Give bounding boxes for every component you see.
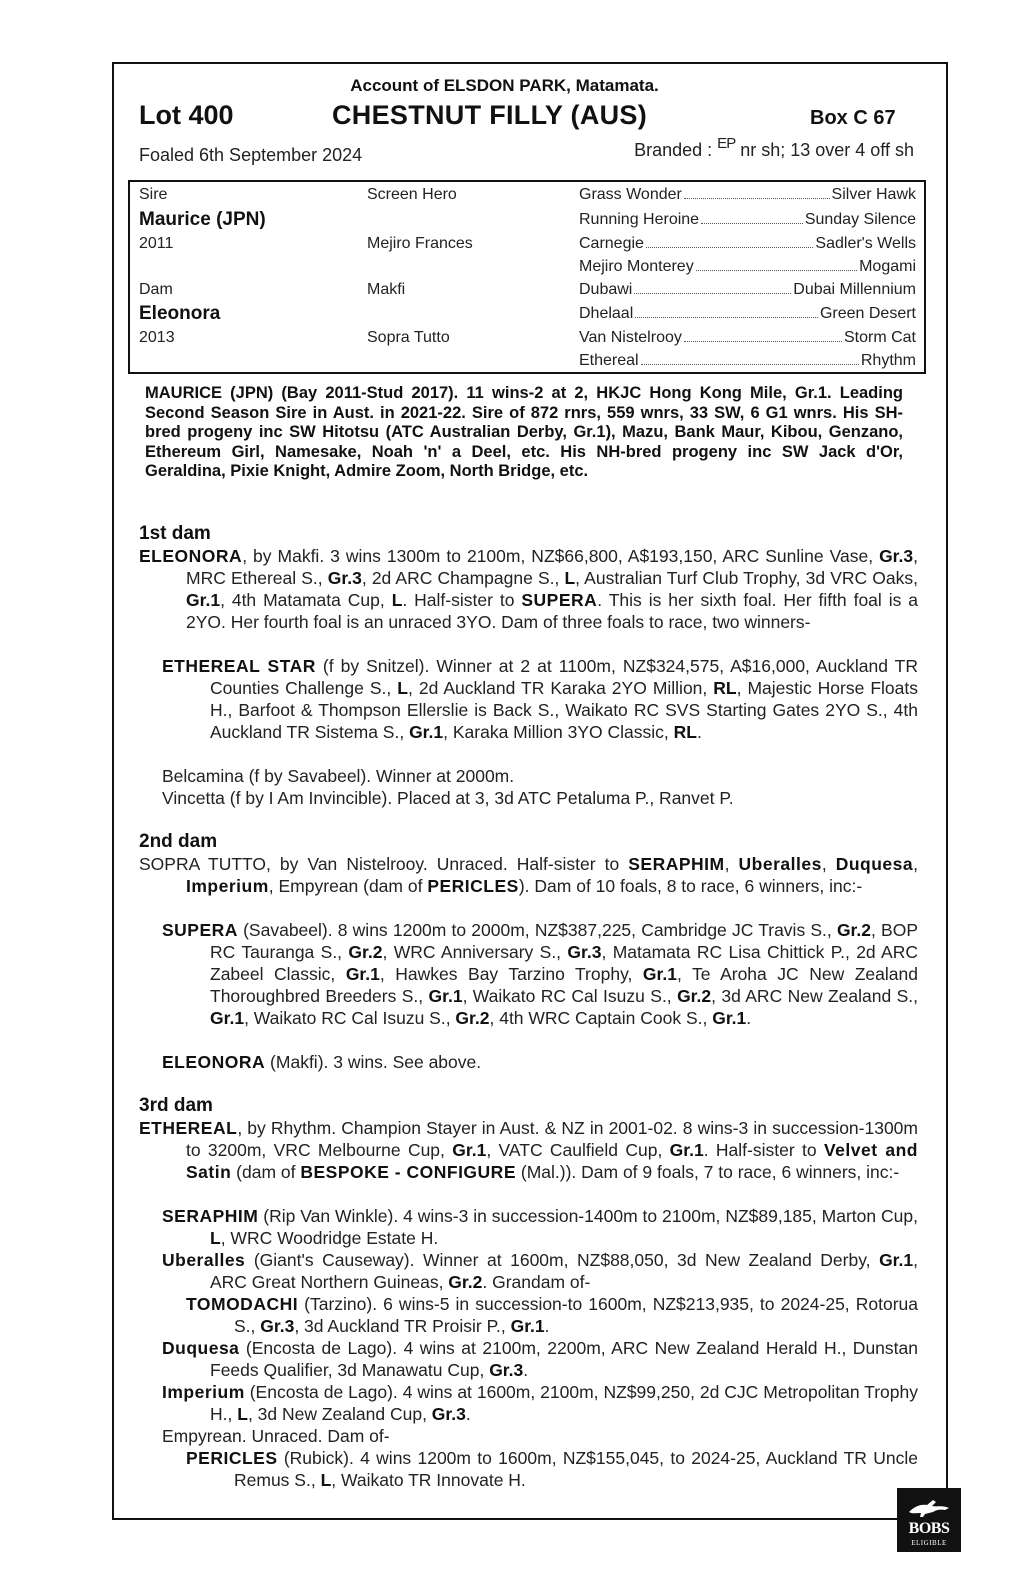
great-left: Grass Wonder bbox=[579, 186, 682, 203]
section-third-dam: 3rd dam bbox=[139, 1095, 213, 1116]
section-second-dam: 2nd dam bbox=[139, 831, 218, 852]
dam-year: 2013 bbox=[139, 329, 175, 346]
bobs-eligible-logo bbox=[897, 1488, 961, 1552]
great-row bbox=[579, 329, 916, 347]
great-right: Dubai Millennium bbox=[793, 281, 916, 298]
branded-label: Branded : bbox=[634, 140, 713, 160]
foal-entry-imperium: Imperium (Encosta de Lago). 4 wins at 1600m, 2100m, NZ$99,250, 2d CJC Metropolitan Trophy H., L, 3d New Zealand Cup, Gr.3. bbox=[162, 1382, 918, 1424]
horse-name: TOMODACHI bbox=[186, 1294, 299, 1314]
great-left: Mejiro Monterey bbox=[579, 258, 694, 275]
descendant-entry-tomodachi: TOMODACHI (Tarzino). 6 wins-5 in succession-to 1600m, NZ$213,935, to 2024-25, Rotorua S., Gr.3, 3d Auckland TR Proisir P., Gr.1. bbox=[186, 1294, 918, 1336]
dam-label: Dam bbox=[139, 281, 173, 298]
descendant-entry-pericles: PERICLES (Rubick). 4 wins 1200m to 1600m, NZ$155,045, to 2024-25, Auckland TR Uncle Remus S., L, Waikato TR Innovate H. bbox=[186, 1448, 918, 1490]
horse-name: Uberalles bbox=[162, 1250, 246, 1270]
horse-name: Imperium bbox=[162, 1382, 245, 1402]
foal-entry-eleonora: ELEONORA (Makfi). 3 wins. See above. bbox=[162, 1052, 482, 1072]
horse-name: ELEONORA bbox=[139, 546, 243, 566]
dam-entry-eleonora: ELEONORA, by Makfi. 3 wins 1300m to 2100m, NZ$66,800, A$193,150, ARC Sunline Vase, Gr.3, MRC Ethereal S., Gr.3, 2d ARC Champagne S., L, Australian Turf Club Trophy, 3d VRC Oaks, Gr.1, 4th Matamata Cup, L. Half-sister to SUPERA. This is her sixth foal. Her fifth foal is a 2YO. Her fourth foal is an unraced 3YO. Dam of three foals to race, two winners- bbox=[139, 546, 918, 632]
foal-entry-belcamina: Belcamina (f by Savabeel). Winner at 2000m. bbox=[162, 766, 515, 786]
granddam-maternal: Sopra Tutto bbox=[367, 329, 450, 346]
horse-rider-icon bbox=[905, 1496, 953, 1518]
foal-entry-duquesa: Duquesa (Encosta de Lago). 4 wins at 2100m, 2200m, ARC New Zealand Herald H., Dunstan Feeds Qualifier, 3d Manawatu Cup, Gr.3. bbox=[162, 1338, 918, 1380]
pedigree-table bbox=[128, 180, 926, 374]
horse-title: CHESTNUT FILLY (AUS) bbox=[332, 100, 648, 130]
foal-entry-seraphim: SERAPHIM (Rip Van Winkle). 4 wins-3 in succession-1400m to 2100m, NZ$89,185, Marton Cup, L, WRC Woodridge Estate H. bbox=[162, 1206, 918, 1248]
granddam-paternal: Mejiro Frances bbox=[367, 235, 473, 252]
great-right: Green Desert bbox=[819, 305, 916, 322]
great-right: Mogami bbox=[859, 258, 916, 275]
logo-line1: BOBS bbox=[908, 1520, 950, 1537]
great-left: Van Nistelrooy bbox=[579, 329, 682, 346]
dam-entry-ethereal: ETHEREAL, by Rhythm. Champion Stayer in Aust. & NZ in 2001-02. 8 wins-3 in succession-1300m to 3200m, VRC Melbourne Cup, Gr.1, VATC Caulfield Cup, Gr.1. Half-sister to Velvet and Satin (dam of BESPOKE - CONFIGURE (Mal.)). Dam of 9 foals, 7 to race, 6 winners, inc:- bbox=[139, 1118, 918, 1182]
great-left: Dhelaal bbox=[579, 305, 634, 322]
great-left: Dubawi bbox=[579, 281, 633, 298]
box-number: Box C 67 bbox=[810, 107, 896, 129]
great-left: Ethereal bbox=[579, 352, 639, 369]
logo-line2: ELIGIBLE bbox=[911, 1539, 947, 1547]
great-row bbox=[579, 281, 916, 299]
grandsire-paternal: Screen Hero bbox=[367, 186, 457, 203]
foal-entry-ethereal-star: ETHEREAL STAR (f by Snitzel). Winner at 2 at 1100m, NZ$324,575, A$16,000, Auckland TR Counties Challenge S., L, 2d Auckland TR Karaka 2YO Million, RL, Majestic Horse Floats H., Barfoot & Thompson Ellerslie is Back S., Waikato RC SVS Starting Gates 2YO S., 4th Auckland TR Sistema S., Gr.1, Karaka Million 3YO Classic, RL. bbox=[162, 656, 918, 742]
sire-summary: MAURICE (JPN) (Bay 2011-Stud 2017). 11 wins-2 at 2, HKJC Hong Kong Mile, Gr.1. Leading Second Season Sire in Aust. in 2021-22. Sire of 872 rnrs, 559 wnrs, 33 SW, 6 G1 wnrs. His SH-bred progeny inc SW Hitotsu (ATC Australian Derby, Gr.1), Mazu, Bank Maur, Kibou, Genzano, Ethereum Girl, Namesake, Noah 'n' a Deel, etc. His NH-bred progeny inc SW Jack d'Or, Geraldina, Pixie Knight, Admire Zoom, North Bridge, etc. bbox=[145, 384, 903, 480]
great-row bbox=[579, 305, 916, 323]
great-right: Storm Cat bbox=[843, 329, 916, 346]
sire-year: 2011 bbox=[139, 235, 174, 252]
sire-name: Maurice (JPN) bbox=[139, 209, 266, 230]
foal-entry-uberalles: Uberalles (Giant's Causeway). Winner at 1600m, NZ$88,050, 3d New Zealand Derby, Gr.1, ARC Great Northern Guineas, Gr.2. Grandam of- bbox=[162, 1250, 918, 1292]
great-right: Sadler's Wells bbox=[815, 235, 916, 252]
branded-rest: nr sh; 13 over 4 off sh bbox=[740, 140, 914, 160]
great-row bbox=[579, 235, 916, 253]
great-right: Rhythm bbox=[860, 352, 916, 369]
foaled-date: Foaled 6th September 2024 bbox=[139, 145, 363, 165]
dam-name: Eleonora bbox=[139, 303, 221, 324]
dam-entry-sopra-tutto: SOPRA TUTTO, by Van Nistelrooy. Unraced. Half-sister to SERAPHIM, Uberalles, Duquesa, Imperium, Empyrean (dam of PERICLES). Dam of 10 foals, 8 to race, 6 winners, inc:- bbox=[139, 854, 918, 896]
brand-top: E bbox=[717, 135, 727, 152]
horse-name: Duquesa bbox=[162, 1338, 240, 1358]
horse-name: SUPERA bbox=[162, 920, 238, 940]
horse-name: ETHEREAL STAR bbox=[162, 656, 316, 676]
horse-name: ELEONORA bbox=[162, 1052, 266, 1072]
branded-line bbox=[634, 135, 914, 161]
great-left: Running Heroine bbox=[579, 211, 700, 228]
foal-entry-supera: SUPERA (Savabeel). 8 wins 1200m to 2000m, NZ$387,225, Cambridge JC Travis S., Gr.2, BOP RC Tauranga S., Gr.2, WRC Anniversary S., Gr.3, Matamata RC Lisa Chittick P., 2d ARC Zabeel Classic, Gr.1, Hawkes Bay Tarzino Trophy, Gr.1, Te Aroha JC New Zealand Thoroughbred Breeders S., Gr.1, Waikato RC Cal Isuzu S., Gr.2, 3d ARC New Zealand S., Gr.1, Waikato RC Cal Isuzu S., Gr.2, 4th WRC Captain Cook S., Gr.1. bbox=[162, 920, 918, 1028]
sire-label: Sire bbox=[139, 186, 168, 203]
horse-name: SERAPHIM bbox=[162, 1206, 259, 1226]
great-row bbox=[579, 186, 916, 204]
great-row bbox=[579, 211, 916, 229]
account-line: Account of ELSDON PARK, Matamata. bbox=[350, 76, 659, 95]
section-first-dam: 1st dam bbox=[139, 523, 211, 544]
great-left: Carnegie bbox=[579, 235, 644, 252]
horse-name: ETHEREAL bbox=[139, 1118, 238, 1138]
great-row bbox=[579, 258, 916, 276]
great-right: Silver Hawk bbox=[831, 186, 916, 203]
lot-number: Lot 400 bbox=[139, 100, 234, 130]
foal-entry-empyrean: Empyrean. Unraced. Dam of- bbox=[162, 1426, 390, 1446]
grandsire-maternal: Makfi bbox=[367, 281, 406, 298]
foal-entry-vincetta: Vincetta (f by I Am Invincible). Placed at 3, 3d ATC Petaluma P., Ranvet P. bbox=[162, 788, 734, 808]
brand-mark bbox=[717, 137, 735, 151]
brand-bottom: P bbox=[726, 135, 736, 152]
horse-name: PERICLES bbox=[186, 1448, 278, 1468]
great-right: Sunday Silence bbox=[804, 211, 916, 228]
great-row bbox=[579, 352, 916, 370]
